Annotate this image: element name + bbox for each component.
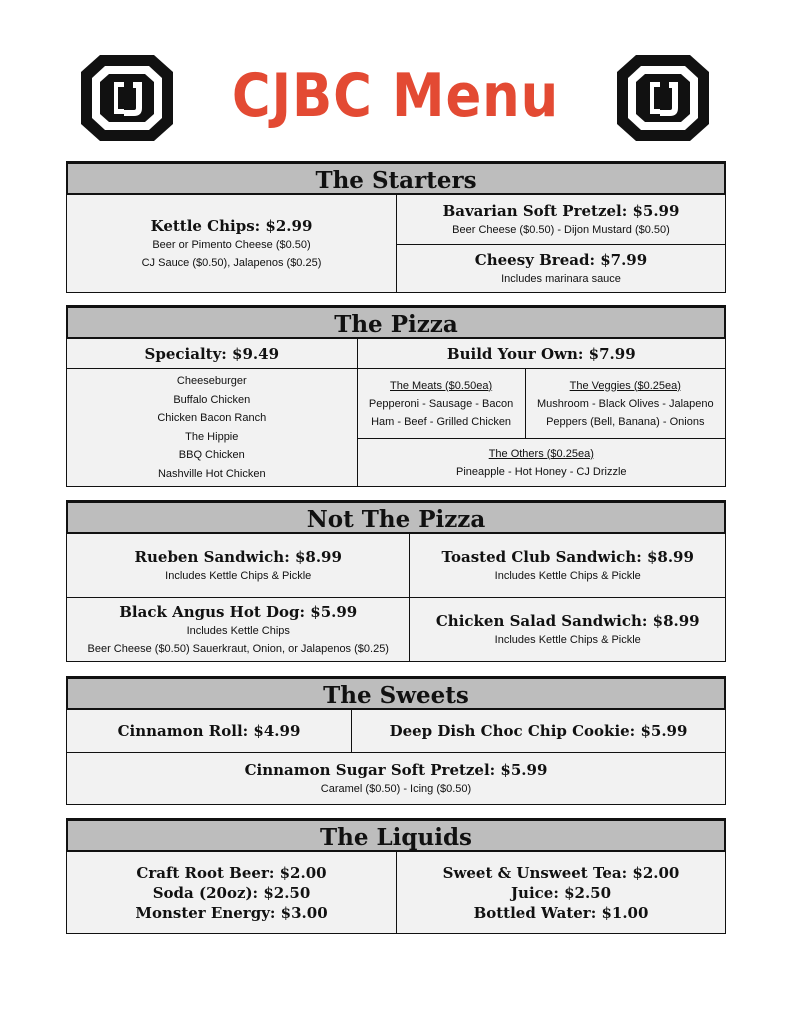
list-item: Cheeseburger [176, 375, 247, 387]
menu-item-specialty-pizza [67, 339, 357, 369]
item-name: Deep Dish Choc Chip Cookie: $5.99 [389, 722, 688, 740]
drinks-right [397, 852, 725, 933]
menu-item-rueben-sandwich [67, 534, 409, 598]
section-heading: The Pizza [66, 305, 726, 339]
menu-item-black-angus-hot-dog [67, 598, 409, 661]
item-note: Includes Kettle Chips [186, 624, 290, 637]
cj-logo-left [78, 52, 176, 144]
item-name: Rueben Sandwich: $8.99 [134, 547, 342, 566]
item-note: Caramel ($0.50) - Icing ($0.50) [320, 782, 472, 795]
list-item: Nashville Hot Chicken [157, 467, 266, 480]
menu-item-toasted-club [410, 534, 725, 598]
group-line: Pepperoni - Sausage - Bacon [368, 397, 514, 410]
toppings-veggies [526, 369, 725, 438]
group-line: Pineapple - Hot Honey - CJ Drizzle [455, 465, 627, 478]
list-item: BBQ Chicken [178, 449, 245, 461]
toppings-meats [358, 369, 526, 438]
section-pizza [66, 305, 726, 487]
group-line: Ham - Beef - Grilled Chicken [371, 415, 512, 428]
menu-item-chicken-salad [410, 598, 725, 661]
item-name: Toasted Club Sandwich: $8.99 [441, 547, 694, 566]
toppings-others [358, 439, 725, 486]
item-name: Black Angus Hot Dog: $5.99 [119, 602, 358, 621]
drink-item: Bottled Water: $1.00 [473, 903, 649, 922]
section-not-the-pizza [66, 500, 726, 662]
menu-item-cheesy-bread [397, 245, 725, 292]
section-liquids [66, 818, 726, 934]
menu-item-cinnamon-roll [67, 710, 352, 752]
drink-item: Monster Energy: $3.00 [135, 903, 328, 922]
item-note: Beer Cheese ($0.50) - Dijon Mustard ($0.50) [452, 223, 670, 236]
drink-item: Juice: $2.50 [510, 883, 612, 902]
menu-item-build-your-own [358, 339, 725, 369]
item-note: Beer Cheese ($0.50) Sauerkraut, Onion, or Jalapenos ($0.25) [87, 642, 389, 655]
section-sweets [66, 676, 726, 805]
drink-item: Sweet & Unsweet Tea: $2.00 [442, 863, 680, 882]
cj-logo-right [614, 52, 712, 144]
item-note: Beer or Pimento Cheese ($0.50) [152, 238, 311, 251]
specialty-list [67, 369, 357, 486]
menu-item-cinnamon-sugar-pretzel [67, 753, 725, 804]
section-starters [66, 161, 726, 293]
group-heading: The Others ($0.25ea) [488, 447, 594, 460]
drinks-left [67, 852, 397, 933]
item-note: CJ Sauce ($0.50), Jalapenos ($0.25) [141, 256, 322, 269]
section-heading: The Sweets [66, 676, 726, 710]
item-note: Includes marinara sauce [501, 272, 621, 285]
drink-item: Soda (20oz): $2.50 [152, 883, 311, 902]
item-name: Cinnamon Sugar Soft Pretzel: $5.99 [244, 760, 548, 779]
item-name: Chicken Salad Sandwich: $8.99 [435, 611, 700, 630]
drink-item: Craft Root Beer: $2.00 [136, 863, 327, 882]
item-name: Specialty: $9.49 [144, 344, 280, 363]
item-note: Includes Kettle Chips & Pickle [165, 569, 312, 582]
menu-item-choc-chip-cookie [352, 710, 725, 752]
list-item: Buffalo Chicken [173, 393, 251, 406]
section-heading: Not The Pizza [66, 500, 726, 534]
group-heading: The Meats ($0.50ea) [390, 379, 493, 392]
item-name: Bavarian Soft Pretzel: $5.99 [442, 201, 680, 220]
section-heading: The Starters [66, 161, 726, 195]
item-name: Kettle Chips: $2.99 [150, 216, 313, 235]
item-note: Includes Kettle Chips & Pickle [494, 569, 641, 582]
section-heading: The Liquids [66, 818, 726, 852]
group-line: Peppers (Bell, Banana) - Onions [546, 415, 705, 428]
menu-item-bavarian-pretzel [397, 195, 725, 245]
group-heading: The Veggies ($0.25ea) [569, 379, 681, 392]
item-name: Cheesy Bread: $7.99 [474, 250, 648, 269]
item-name: Build Your Own: $7.99 [446, 344, 636, 363]
list-item: The Hippie [185, 430, 239, 443]
item-name: Cinnamon Roll: $4.99 [117, 722, 301, 740]
page-title: CJBC Menu [231, 61, 560, 131]
group-line: Mushroom - Black Olives - Jalapeno [536, 397, 714, 410]
list-item: Chicken Bacon Ranch [157, 412, 267, 424]
menu-item-kettle-chips [67, 195, 397, 292]
item-note: Includes Kettle Chips & Pickle [494, 633, 641, 646]
